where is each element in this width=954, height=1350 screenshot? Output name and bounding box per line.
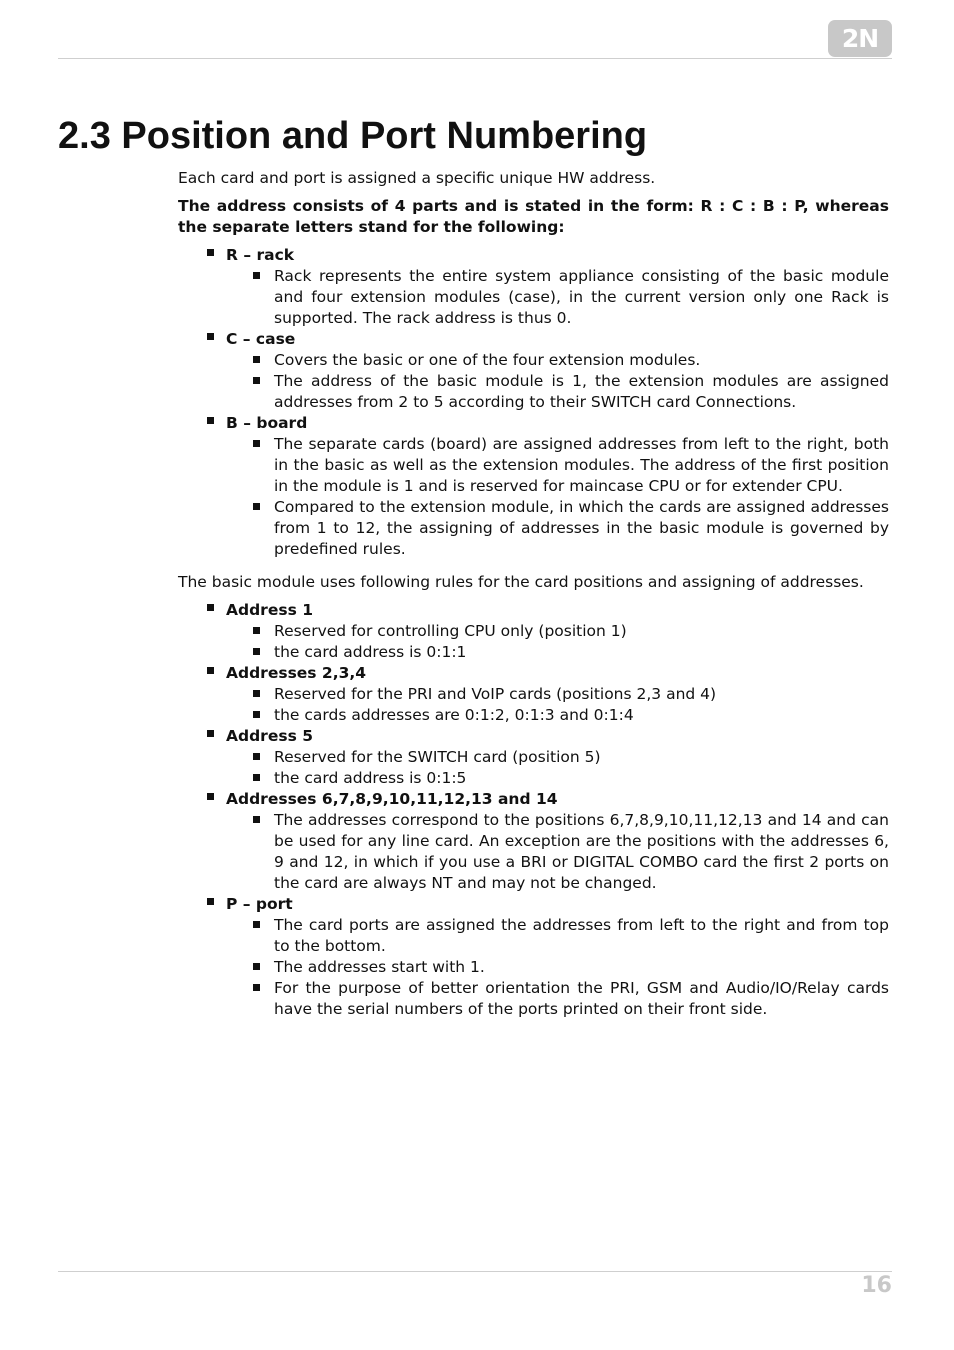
part-board [226, 413, 889, 560]
address-statement: The address consists of 4 parts and is stated in the form: R : C : B : P, whereas the separate letters stand for the following: [178, 197, 889, 236]
rules-list [226, 600, 889, 1020]
list-item: the cards addresses are 0:1:2, 0:1:3 and 0:1:4 [274, 705, 889, 726]
list-item: Compared to the extension module, in which the cards are assigned addresses from 1 to 12, the assigning of addresses in the basic module is governed by predefined rules. [274, 498, 889, 558]
list-item: Reserved for the SWITCH card (position 5) [274, 747, 889, 768]
address-parts-list [226, 245, 889, 560]
part-rack [226, 245, 889, 329]
list-item: Covers the basic or one of the four extension modules. [274, 350, 889, 371]
part-label: R – rack [226, 246, 295, 264]
rule-address-5 [226, 726, 889, 789]
rule-label: Addresses 6,7,8,9,10,11,12,13 and 14 [226, 790, 558, 808]
rule-label: Addresses 2,3,4 [226, 664, 367, 682]
page-number: 16 [861, 1273, 892, 1298]
list-item: Reserved for the PRI and VoIP cards (positions 2,3 and 4) [274, 684, 889, 705]
rule-addresses-6-14 [226, 789, 889, 894]
2n-logo: 2N [828, 20, 892, 57]
rules-intro-paragraph: The basic module uses following rules for the card positions and assigning of addresses. [178, 573, 864, 591]
list-item: The separate cards (board) are assigned addresses from left to the right, both in the basic as well as the extension modules. The address of the first position in the module is 1 and is reserved for maincase CPU or for extender CPU. [274, 435, 889, 495]
footer-rule [58, 1271, 892, 1272]
list-item: Reserved for controlling CPU only (position 1) [274, 621, 889, 642]
list-item: For the purpose of better orientation the PRI, GSM and Audio/IO/Relay cards have the serial numbers of the ports printed on their front side. [274, 979, 889, 1018]
rule-addresses-2-3-4 [226, 663, 889, 726]
list-item: The addresses correspond to the positions 6,7,8,9,10,11,12,13 and 14 and can be used for any line card. An exception are the positions with the addresses 6, 9 and 12, in which if you use a BRI or DIGITAL COMBO card the first 2 ports on the card are always NT and may not be changed. [274, 811, 889, 892]
list-item: Rack represents the entire system appliance consisting of the basic module and four extension modules (case), in the current version only one Rack is supported. The rack address is thus 0. [274, 267, 889, 327]
part-label: C – case [226, 330, 296, 348]
section-body [178, 168, 889, 1020]
header-rule [58, 58, 892, 59]
rule-label: Address 5 [226, 727, 313, 745]
rule-label: P – port [226, 895, 293, 913]
list-item: the card address is 0:1:1 [274, 642, 889, 663]
list-item: The address of the basic module is 1, the extension modules are assigned addresses from 2 to 5 according to their SWITCH card Connections. [274, 372, 889, 411]
page-title: 2.3 Position and Port Numbering [58, 115, 648, 157]
part-case [226, 329, 889, 413]
rule-address-1 [226, 600, 889, 663]
list-item: the card address is 0:1:5 [274, 768, 889, 789]
rule-port [226, 894, 889, 1020]
list-item: The addresses start with 1. [274, 957, 889, 978]
list-item: The card ports are assigned the addresses from left to the right and from top to the bottom. [274, 916, 889, 955]
intro-paragraph: Each card and port is assigned a specific unique HW address. [178, 169, 656, 187]
rule-label: Address 1 [226, 601, 313, 619]
part-label: B – board [226, 414, 308, 432]
